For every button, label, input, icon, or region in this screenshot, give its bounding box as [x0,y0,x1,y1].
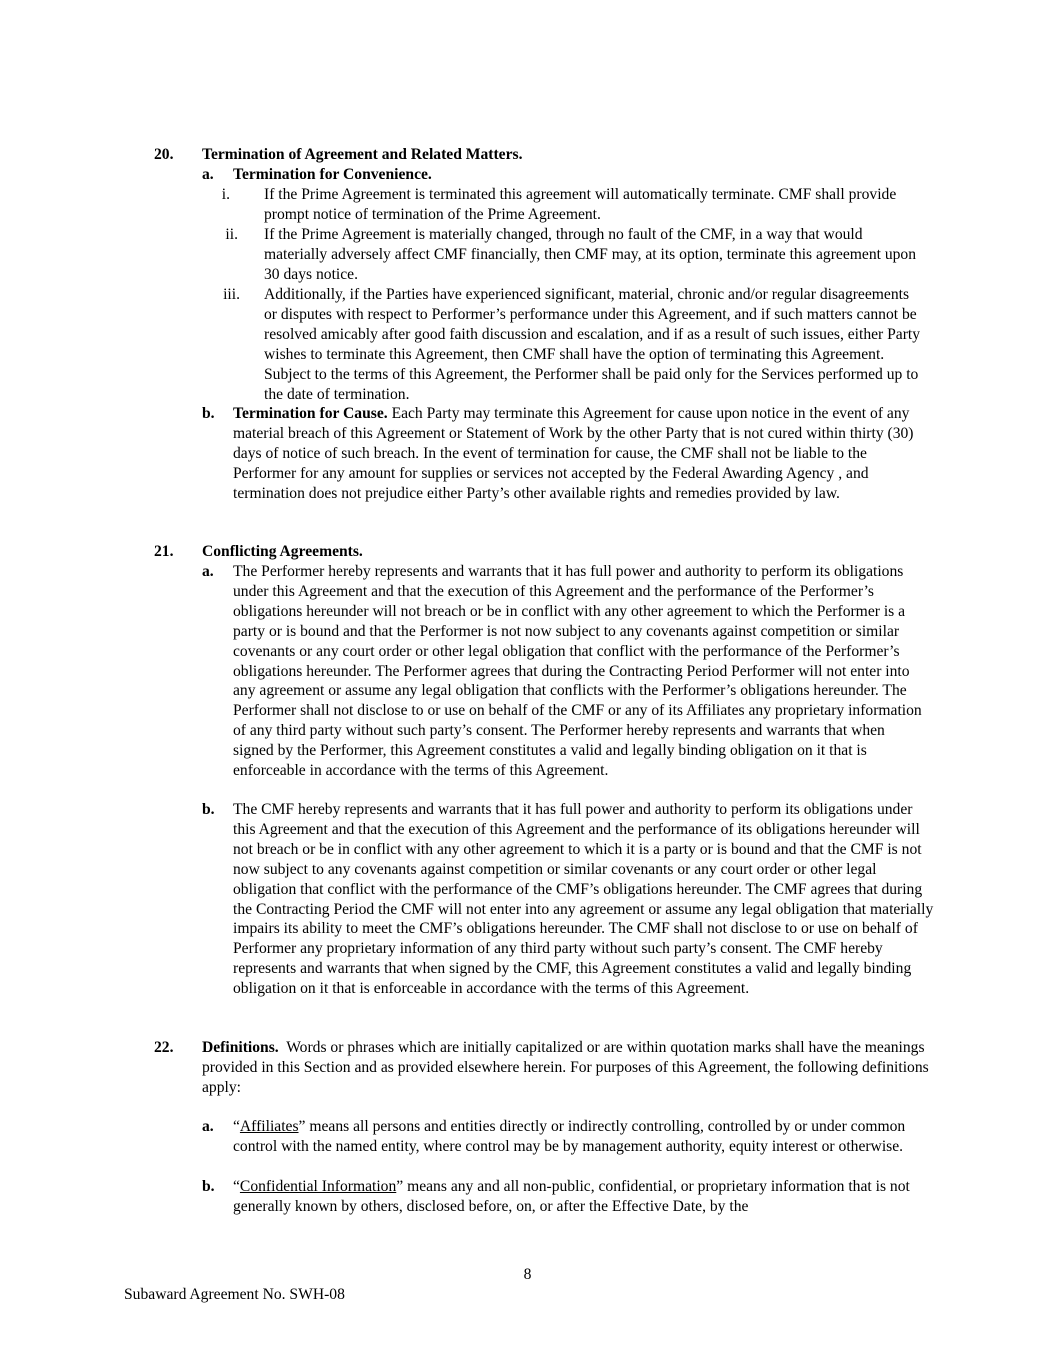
item-text: The CMF hereby represents and warrants that it has full power and authority to perform its obligations under this Agreement and that the execution of this Agreement and the performance of its obligations hereunder will not breach or be in conflict with any other agreement to which it is a party or is bound and that the CMF is not now subject to any covenants against competition or similar covenants or any court order or other legal obligation that conflict with the performance of the CMF’s obligations hereunder. The CMF agrees that during the Contracting Period the CMF will not enter into any agreement or assume any legal obligation that materially impairs its ability to meet the CMF’s obligations hereunder. The CMF shall not disclose to or use on behalf of Performer any proprietary information of any third party without such party’s consent. The CMF hereby represents and warrants that when signed by the CMF, this Agreement constitutes a valid and legally binding obligation on it that is enforceable in accordance with the terms of this Agreement. [233,801,934,998]
item-22b [154,1177,924,1217]
item-body-text: Each Party may terminate this Agreement for cause upon notice in the event of any material breach of this Agreement or Statement of Work by the other Party that is not cured within thirty (30) days of notice of such breach. In the event of termination for cause, the CMF shall not be liable to the Performer for any amount for supplies or services not accepted by the Federal Awarding Agency , and termination does not prejudice either Party’s other available rights and remedies provided by law. [233,405,914,502]
item-20a-ii [154,225,924,285]
item-letter: b. [202,801,215,818]
item-20a [154,165,944,185]
item-22a [154,1117,924,1157]
item-text: The Performer hereby represents and warrants that it has full power and authority to perform its obligations under this Agreement and that the execution of this Agreement and the performance of the Performer’s obligations hereunder will not breach or be in conflict with any other agreement to which the Performer is a party or is bound and that the Performer is not now subject to any covenants against competition or similar covenants or any court order or other legal obligation that conflict with the performance of the Performer’s obligations hereunder. The Performer agrees that during the Contracting Period Performer will not enter into any agreement or assume any legal obligation that conflicts with the Performer’s obligations hereunder. The Performer shall not disclose to or use on behalf of the CMF or any of its Affiliates any proprietary information of any third party without such party’s consent. The Performer hereby represents and warrants that when signed by the Performer, this Agreement constitutes a valid and legally binding obligation on it that is enforceable in accordance with the terms of this Agreement. [233,563,922,780]
definition-text [233,1117,924,1157]
section-intro-text: Words or phrases which are initially capitalized or are within quotation marks shall have the meanings provided in this Section and as provided elsewhere herein. For purposes of this Agreement, the following definitions apply: [202,1039,929,1096]
section-number: 22. [154,1039,174,1056]
open-quote: “ [233,1178,240,1195]
roman-numeral: ii. [225,226,238,243]
defined-term: Affiliates [239,1118,299,1135]
definition-text [233,1177,924,1217]
subitem-text: If the Prime Agreement is terminated this agreement will automatically terminate. CMF shall provide prompt notice of termination of the Prime Agreement. [264,186,897,223]
item-text [233,404,934,504]
item-heading: Termination for Cause. [233,405,388,422]
definition-body: ” means any and all non-public, confidential, or proprietary information that is not generally known by others, disclosed before, on, or after the Effective Date, by the [233,1178,910,1215]
item-letter: b. [202,1178,215,1195]
open-quote: “ [233,1118,240,1135]
defined-term: Confidential Information [239,1178,397,1195]
item-heading: Termination for Convenience. [233,166,432,183]
item-letter: b. [202,405,215,422]
item-21b [154,800,934,999]
roman-numeral: iii. [223,286,240,303]
page-number: 8 [523,1266,532,1283]
item-21a [154,562,924,781]
roman-numeral: i. [221,186,230,203]
item-20a-iii [154,285,924,404]
subitem-text: Additionally, if the Parties have experienced significant, material, chronic and/or regular disagreements or disputes with respect to Performer’s performance under this Agreement, and if such matters cannot be resolved amicably after good faith discussion and escalation, and if as a result of such issues, either Party wishes to terminate this Agreement, then CMF shall have the option of terminating this Agreement. Subject to the terms of this Agreement, the Performer shall be paid only for the Services performed up to the date of termination. [264,286,921,403]
section-title: Conflicting Agreements. [202,543,363,560]
definition-body: ” means all persons and entities directly or indirectly controlling, controlled by or under common control with the named entity, where control may be by management authority, equity interest or otherwise. [233,1118,906,1155]
item-letter: a. [202,1118,214,1135]
item-20a-i [154,185,924,225]
item-letter: a. [202,166,214,183]
footer-document-ref: Subaward Agreement No. SWH-08 [124,1286,345,1303]
subitem-text: If the Prime Agreement is materially changed, through no fault of the CMF, in a way that would materially adversely affect CMF financially, then CMF may, at its option, terminate this agreement upon 30 days notice. [264,226,917,283]
item-letter: a. [202,563,214,580]
section-number: 20. [154,146,174,163]
item-20b [154,404,934,504]
section-number: 21. [154,543,174,560]
section-intro [202,1038,944,1098]
section-title: Definitions. [202,1039,279,1056]
section-title: Termination of Agreement and Related Matters. [202,146,523,163]
